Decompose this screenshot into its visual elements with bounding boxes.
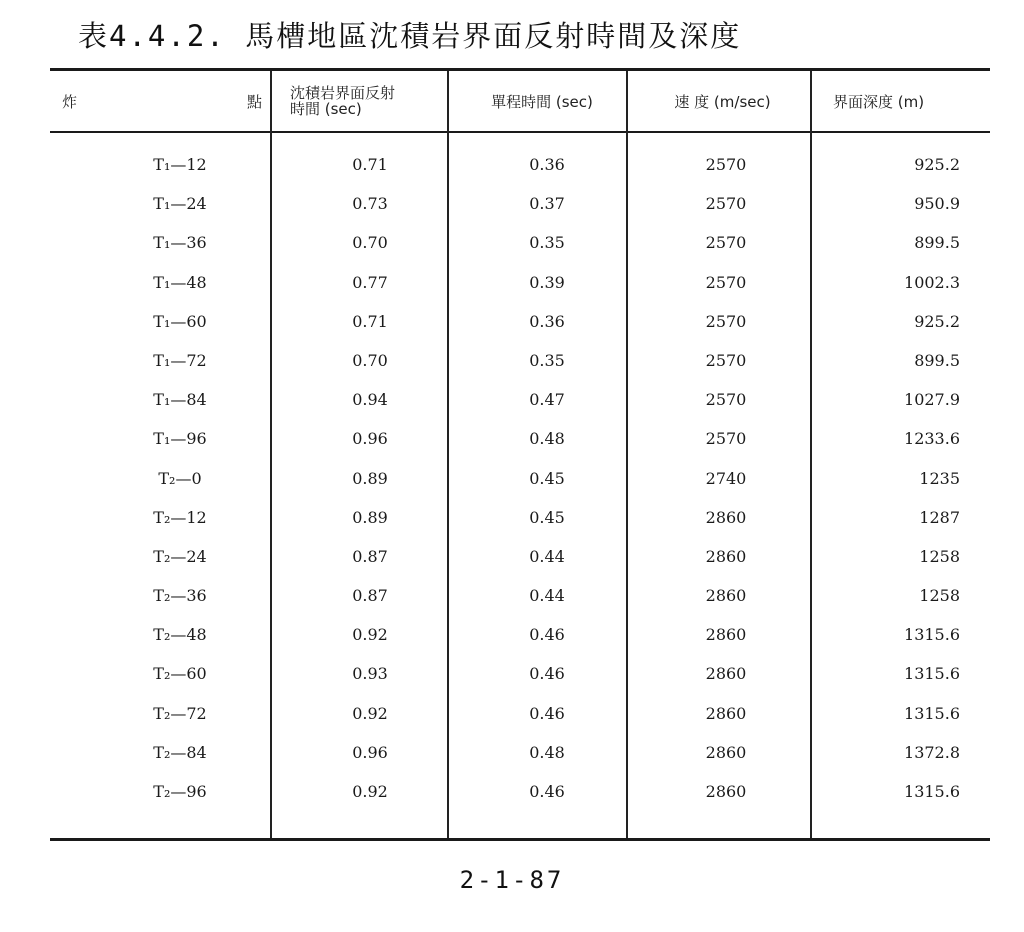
- cell-one-way-time: 0.47: [529, 390, 565, 410]
- cell-depth: 1315.6: [904, 664, 960, 684]
- cell-reflect-time: 0.92: [352, 703, 388, 723]
- table-row: [50, 419, 990, 458]
- header-reflect-time-line2: 時間 (sec): [290, 100, 362, 118]
- page-number: 2-1-87: [459, 866, 565, 894]
- table-bottom-rule: [50, 838, 990, 841]
- cell-depth: 1372.8: [904, 742, 960, 762]
- cell-velocity: 2570: [705, 155, 747, 174]
- cell-shot-point: T₂—96: [153, 782, 207, 801]
- cell-depth: 950.9: [914, 194, 960, 214]
- cell-depth: 1027.9: [904, 390, 960, 410]
- cell-shot-point: T₁—48: [153, 272, 207, 292]
- cell-velocity: 2570: [705, 390, 747, 410]
- cell-one-way-time: 0.46: [529, 703, 565, 723]
- cell-shot-point: T₂—72: [153, 703, 207, 723]
- cell-one-way-time: 0.45: [529, 507, 565, 527]
- cell-one-way-time: 0.44: [529, 586, 565, 606]
- table-row: [50, 145, 990, 184]
- header-shot-point: [62, 71, 262, 131]
- cell-velocity: 2570: [705, 194, 747, 214]
- cell-one-way-time: 0.44: [529, 546, 565, 566]
- table-row: [50, 576, 990, 615]
- cell-shot-point: T₁—60: [153, 311, 207, 331]
- table-row: [50, 694, 990, 733]
- cell-depth: 899.5: [914, 350, 960, 370]
- cell-one-way-time: 0.46: [529, 782, 565, 801]
- cell-shot-point: T₂—12: [153, 507, 207, 527]
- cell-reflect-time: 0.87: [352, 586, 388, 606]
- cell-shot-point: T₂—24: [153, 546, 207, 566]
- cell-velocity: 2570: [705, 311, 747, 331]
- cell-velocity: 2570: [705, 429, 747, 449]
- cell-reflect-time: 0.92: [352, 625, 388, 645]
- header-one-way-time: 單程時間 (sec): [491, 92, 593, 111]
- cell-shot-point: T₂—60: [153, 664, 207, 684]
- cell-one-way-time: 0.36: [529, 155, 565, 174]
- cell-depth: 1287: [919, 507, 960, 527]
- cell-depth: 1315.6: [904, 703, 960, 723]
- table-row: [50, 615, 990, 654]
- cell-velocity: 2860: [705, 546, 747, 566]
- cell-velocity: 2860: [705, 664, 747, 684]
- table-body: [50, 145, 990, 811]
- cell-velocity: 2860: [705, 703, 747, 723]
- cell-depth: 899.5: [914, 233, 960, 253]
- cell-one-way-time: 0.35: [529, 233, 565, 253]
- cell-reflect-time: 0.93: [352, 664, 388, 684]
- table-row: [50, 380, 990, 419]
- header-reflect-time: [290, 71, 440, 131]
- table-row: [50, 263, 990, 302]
- cell-shot-point: T₁—96: [153, 429, 207, 449]
- cell-reflect-time: 0.96: [352, 742, 388, 762]
- cell-shot-point: T₂—48: [153, 625, 207, 645]
- cell-shot-point: T₂—84: [153, 742, 207, 762]
- table-row: [50, 302, 990, 341]
- cell-reflect-time: 0.71: [352, 311, 388, 331]
- cell-velocity: 2860: [705, 507, 747, 527]
- cell-depth: 1002.3: [904, 272, 960, 292]
- cell-reflect-time: 0.77: [352, 272, 388, 292]
- cell-one-way-time: 0.36: [529, 311, 565, 331]
- cell-shot-point: T₁—12: [153, 155, 207, 174]
- cell-shot-point: T₁—72: [153, 350, 207, 370]
- cell-reflect-time: 0.70: [352, 350, 388, 370]
- header-shot-point-b: 點: [246, 92, 262, 111]
- header-shot-point-a: 炸: [62, 92, 78, 111]
- header-velocity: 速 度 (m/sec): [674, 92, 771, 111]
- table-row: [50, 459, 990, 498]
- cell-reflect-time: 0.89: [352, 507, 388, 527]
- cell-depth: 1233.6: [904, 429, 960, 449]
- cell-shot-point: T₁—36: [153, 233, 207, 253]
- cell-one-way-time: 0.48: [529, 429, 565, 449]
- header-reflect-time-line1: 沈積岩界面反射: [290, 84, 396, 102]
- cell-reflect-time: 0.96: [352, 429, 388, 449]
- table-row: [50, 341, 990, 380]
- cell-depth: 1258: [919, 586, 960, 606]
- cell-reflect-time: 0.89: [352, 468, 388, 488]
- cell-shot-point: T₂—0: [158, 468, 202, 488]
- cell-one-way-time: 0.46: [529, 625, 565, 645]
- cell-velocity: 2860: [705, 586, 747, 606]
- cell-depth: 1315.6: [904, 625, 960, 645]
- cell-one-way-time: 0.37: [529, 194, 565, 214]
- cell-one-way-time: 0.48: [529, 742, 565, 762]
- cell-velocity: 2570: [705, 272, 747, 292]
- cell-depth: 925.2: [914, 311, 960, 331]
- table-row: [50, 772, 990, 811]
- cell-reflect-time: 0.70: [352, 233, 388, 253]
- cell-depth: 1235: [919, 468, 960, 488]
- cell-reflect-time: 0.73: [352, 194, 388, 214]
- cell-depth: 1315.6: [904, 782, 960, 801]
- cell-reflect-time: 0.94: [352, 390, 388, 410]
- cell-shot-point: T₁—24: [153, 194, 207, 214]
- cell-reflect-time: 0.71: [352, 155, 388, 174]
- cell-velocity: 2860: [705, 625, 747, 645]
- cell-shot-point: T₂—36: [153, 586, 207, 606]
- table-row: [50, 654, 990, 693]
- table-title: 表4.4.2. 馬槽地區沈積岩界面反射時間及深度: [78, 19, 742, 53]
- table-row: [50, 498, 990, 537]
- table-row: [50, 733, 990, 772]
- cell-velocity: 2570: [705, 350, 747, 370]
- cell-velocity: 2740: [705, 468, 747, 488]
- cell-depth: 1258: [919, 546, 960, 566]
- header-depth: 界面深度 (m): [833, 92, 925, 111]
- table-row: [50, 537, 990, 576]
- table-header-rule: [50, 131, 990, 133]
- cell-velocity: 2860: [705, 782, 747, 801]
- cell-reflect-time: 0.92: [352, 782, 388, 801]
- cell-depth: 925.2: [914, 155, 960, 174]
- cell-one-way-time: 0.45: [529, 468, 565, 488]
- cell-velocity: 2860: [705, 742, 747, 762]
- cell-reflect-time: 0.87: [352, 546, 388, 566]
- table-row: [50, 223, 990, 262]
- table-row: [50, 184, 990, 223]
- cell-velocity: 2570: [705, 233, 747, 253]
- cell-one-way-time: 0.46: [529, 664, 565, 684]
- cell-one-way-time: 0.35: [529, 350, 565, 370]
- cell-shot-point: T₁—84: [153, 390, 207, 410]
- cell-one-way-time: 0.39: [529, 272, 565, 292]
